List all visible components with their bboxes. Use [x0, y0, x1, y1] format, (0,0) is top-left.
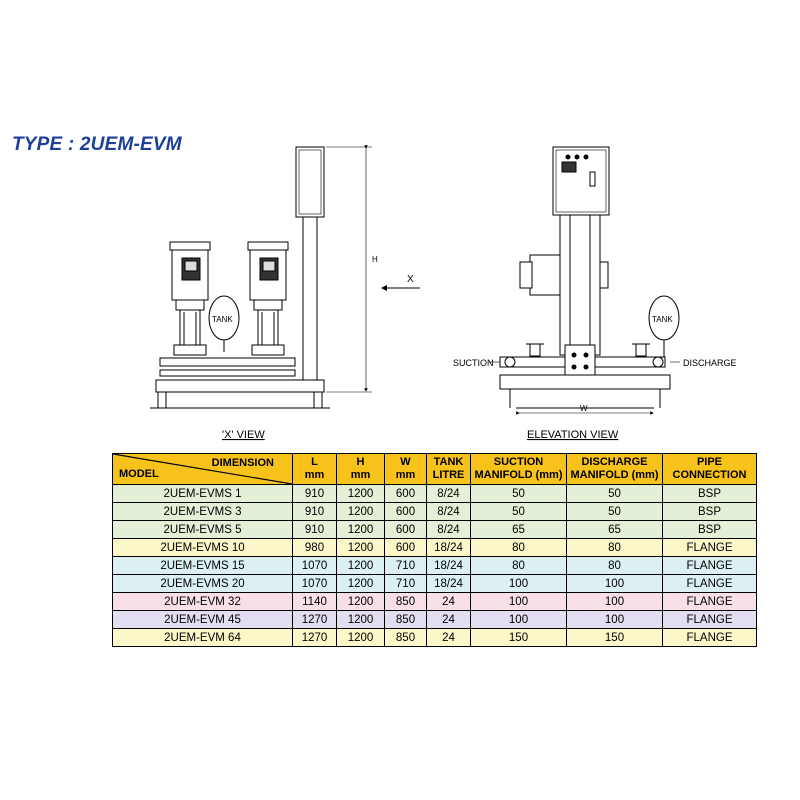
cell-l: 910	[293, 521, 337, 539]
cell-tank: 8/24	[427, 521, 471, 539]
table-row	[113, 539, 757, 557]
tank-label-elevation: TANK	[652, 315, 673, 324]
table-row	[113, 521, 757, 539]
table-header-row	[113, 454, 757, 485]
table-row	[113, 557, 757, 575]
cell-tank: 18/24	[427, 557, 471, 575]
cell-discharge: 100	[567, 575, 663, 593]
cell-suction: 80	[471, 539, 567, 557]
cell-discharge: 100	[567, 611, 663, 629]
cell-h: 1200	[337, 521, 385, 539]
cell-discharge: 50	[567, 503, 663, 521]
cell-h: 1200	[337, 503, 385, 521]
cell-tank: 24	[427, 611, 471, 629]
cell-h: 1200	[337, 485, 385, 503]
table-row	[113, 611, 757, 629]
h-header: H mm	[337, 454, 385, 485]
cell-suction: 100	[471, 611, 567, 629]
h-dimension-label: H	[372, 255, 378, 264]
cell-pipe: BSP	[663, 521, 757, 539]
w-header: W mm	[385, 454, 427, 485]
cell-model: 2UEM-EVM 45	[113, 611, 293, 629]
cell-tank: 24	[427, 593, 471, 611]
dimension-model-header	[113, 454, 293, 485]
cell-w: 600	[385, 485, 427, 503]
cell-l: 1140	[293, 593, 337, 611]
page-title: TYPE : 2UEM-EVM	[12, 134, 182, 155]
suction-label: SUCTION	[453, 358, 494, 368]
cell-tank: 18/24	[427, 575, 471, 593]
cell-model: 2UEM-EVM 32	[113, 593, 293, 611]
cell-pipe: FLANGE	[663, 575, 757, 593]
w-dimension-label: W	[580, 404, 588, 413]
cell-w: 600	[385, 539, 427, 557]
cell-h: 1200	[337, 557, 385, 575]
cell-l: 1270	[293, 629, 337, 647]
cell-h: 1200	[337, 593, 385, 611]
cell-model: 2UEM-EVMS 3	[113, 503, 293, 521]
discharge-header: DISCHARGE MANIFOLD (mm)	[567, 454, 663, 485]
cell-model: 2UEM-EVMS 20	[113, 575, 293, 593]
elevation-view-drawing	[489, 147, 680, 413]
cell-suction: 150	[471, 629, 567, 647]
cell-pipe: FLANGE	[663, 611, 757, 629]
table-row	[113, 503, 757, 521]
cell-pipe: BSP	[663, 485, 757, 503]
l-header: L mm	[293, 454, 337, 485]
cell-w: 710	[385, 557, 427, 575]
cell-w: 850	[385, 593, 427, 611]
elevation-view-caption: ELEVATION VIEW	[527, 429, 619, 441]
cell-suction: 100	[471, 593, 567, 611]
cell-l: 1070	[293, 557, 337, 575]
cell-w: 710	[385, 575, 427, 593]
cell-discharge: 100	[567, 593, 663, 611]
cell-w: 600	[385, 521, 427, 539]
cell-model: 2UEM-EVMS 1	[113, 485, 293, 503]
table-row	[113, 629, 757, 647]
cell-model: 2UEM-EVMS 10	[113, 539, 293, 557]
x-view-drawing	[150, 147, 420, 408]
cell-model: 2UEM-EVMS 15	[113, 557, 293, 575]
cell-discharge: 150	[567, 629, 663, 647]
discharge-label: DISCHARGE	[683, 358, 737, 368]
dimension-table	[112, 453, 757, 647]
pipe-header: PIPE CONNECTION	[663, 454, 757, 485]
cell-l: 980	[293, 539, 337, 557]
cell-l: 1070	[293, 575, 337, 593]
cell-h: 1200	[337, 539, 385, 557]
cell-l: 910	[293, 503, 337, 521]
cell-w: 850	[385, 611, 427, 629]
cell-pipe: BSP	[663, 503, 757, 521]
cell-tank: 8/24	[427, 485, 471, 503]
cell-l: 910	[293, 485, 337, 503]
cell-suction: 80	[471, 557, 567, 575]
x-arrow-label: X	[407, 274, 414, 285]
cell-suction: 65	[471, 521, 567, 539]
cell-suction: 100	[471, 575, 567, 593]
cell-pipe: FLANGE	[663, 593, 757, 611]
table-row	[113, 485, 757, 503]
cell-h: 1200	[337, 575, 385, 593]
cell-model: 2UEM-EVMS 5	[113, 521, 293, 539]
cell-h: 1200	[337, 629, 385, 647]
tank-header: TANK LITRE	[427, 454, 471, 485]
table-row	[113, 575, 757, 593]
cell-tank: 24	[427, 629, 471, 647]
cell-suction: 50	[471, 485, 567, 503]
cell-tank: 8/24	[427, 503, 471, 521]
cell-pipe: FLANGE	[663, 629, 757, 647]
cell-discharge: 65	[567, 521, 663, 539]
cell-discharge: 50	[567, 485, 663, 503]
table-row	[113, 593, 757, 611]
cell-pipe: FLANGE	[663, 539, 757, 557]
cell-h: 1200	[337, 611, 385, 629]
cell-w: 600	[385, 503, 427, 521]
cell-discharge: 80	[567, 539, 663, 557]
cell-model: 2UEM-EVM 64	[113, 629, 293, 647]
cell-suction: 50	[471, 503, 567, 521]
suction-header: SUCTION MANIFOLD (mm)	[471, 454, 567, 485]
cell-l: 1270	[293, 611, 337, 629]
model-header-label: MODEL	[119, 468, 159, 480]
cell-w: 850	[385, 629, 427, 647]
cell-pipe: FLANGE	[663, 557, 757, 575]
x-view-caption: 'X' VIEW	[222, 429, 265, 441]
dimension-header-label: DIMENSION	[211, 457, 274, 469]
cell-tank: 18/24	[427, 539, 471, 557]
cell-discharge: 80	[567, 557, 663, 575]
tank-label-x-view: TANK	[212, 315, 233, 324]
